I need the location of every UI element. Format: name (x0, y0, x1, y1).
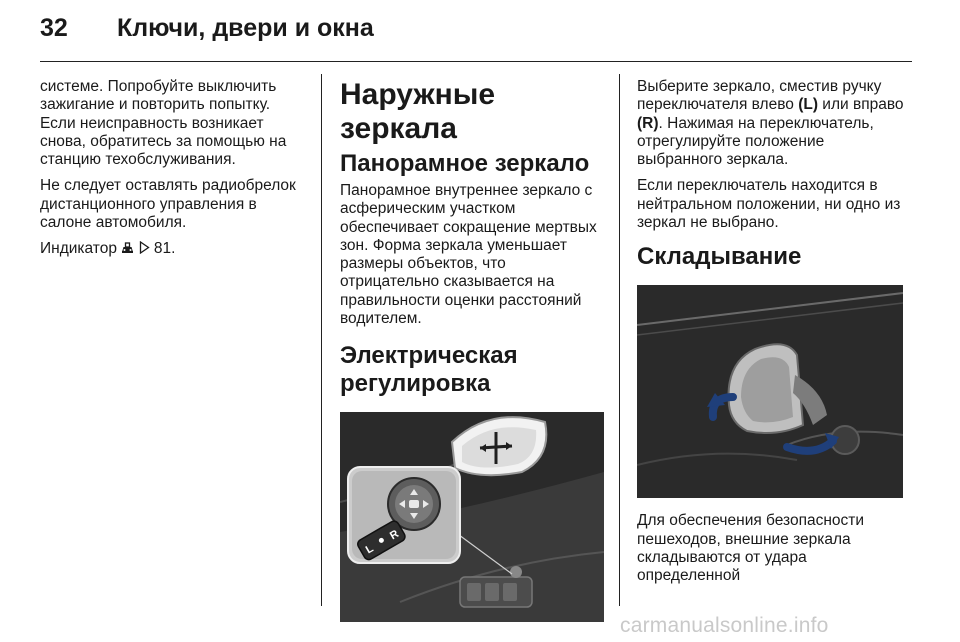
column-left (40, 78, 302, 267)
page-number: 32 (40, 14, 68, 42)
right-marker: (R) (637, 114, 659, 132)
section-heading: Наружные зеркала (340, 78, 496, 145)
column-divider-1 (321, 74, 322, 606)
column-middle (340, 78, 606, 622)
running-title: Ключи, двери и окна (117, 14, 374, 42)
right-mirror-letter: R (388, 528, 401, 543)
subsection-heading: Электрическая регулировка (340, 342, 518, 398)
subsection-heading: Складывание (637, 243, 802, 271)
left-marker: (L) (798, 96, 818, 114)
car-lock-icon (121, 241, 134, 254)
paragraph: Выберите зеркало, сместив ручку переключателя влево (L) или вправо (R). Нажимая на переключатель, отрегулируйте положение выбранного зеркала. (637, 78, 904, 169)
left-mirror-letter: L (363, 542, 376, 557)
column-divider-2 (619, 74, 620, 606)
page-reference-value: 81. (153, 240, 176, 258)
page-reference-arrow-icon (139, 241, 150, 254)
paragraph: Если переключатель находится в нейтральном положении, ни одно из зеркал не выбрано. (637, 177, 901, 232)
indicator-label: Индикатор (40, 240, 117, 258)
indicator-reference (40, 240, 302, 258)
mirror-folding-illustration (637, 285, 903, 498)
paragraph: Не следует оставлять радиобрелок дистанционного управления в салоне автомобиля. (40, 177, 296, 232)
paragraph: Для обеспечения безопасности пешеходов, внешние зеркала складываются от удара определенной (637, 512, 865, 585)
header-rule (40, 61, 912, 62)
page-header (0, 0, 960, 62)
column-right (637, 78, 907, 594)
mirror-switch-illustration (340, 412, 604, 622)
paragraph: системе. Попробуйте выключить зажигание и повторить попытку. Если неисправность возникает снова, обратитесь за помощью на станцию техобслуживания. (40, 78, 287, 169)
watermark: carmanualsonline.info (620, 614, 829, 637)
subsection-heading: Панорамное зеркало (340, 150, 590, 177)
paragraph: Панорамное внутреннее зеркало с асферическим участком обеспечивает сокращение мертвых зон. Форма зеркала уменьшает размеры объектов, что отрицательно сказывается на правильности оценки расстояний водителем. (340, 182, 597, 328)
